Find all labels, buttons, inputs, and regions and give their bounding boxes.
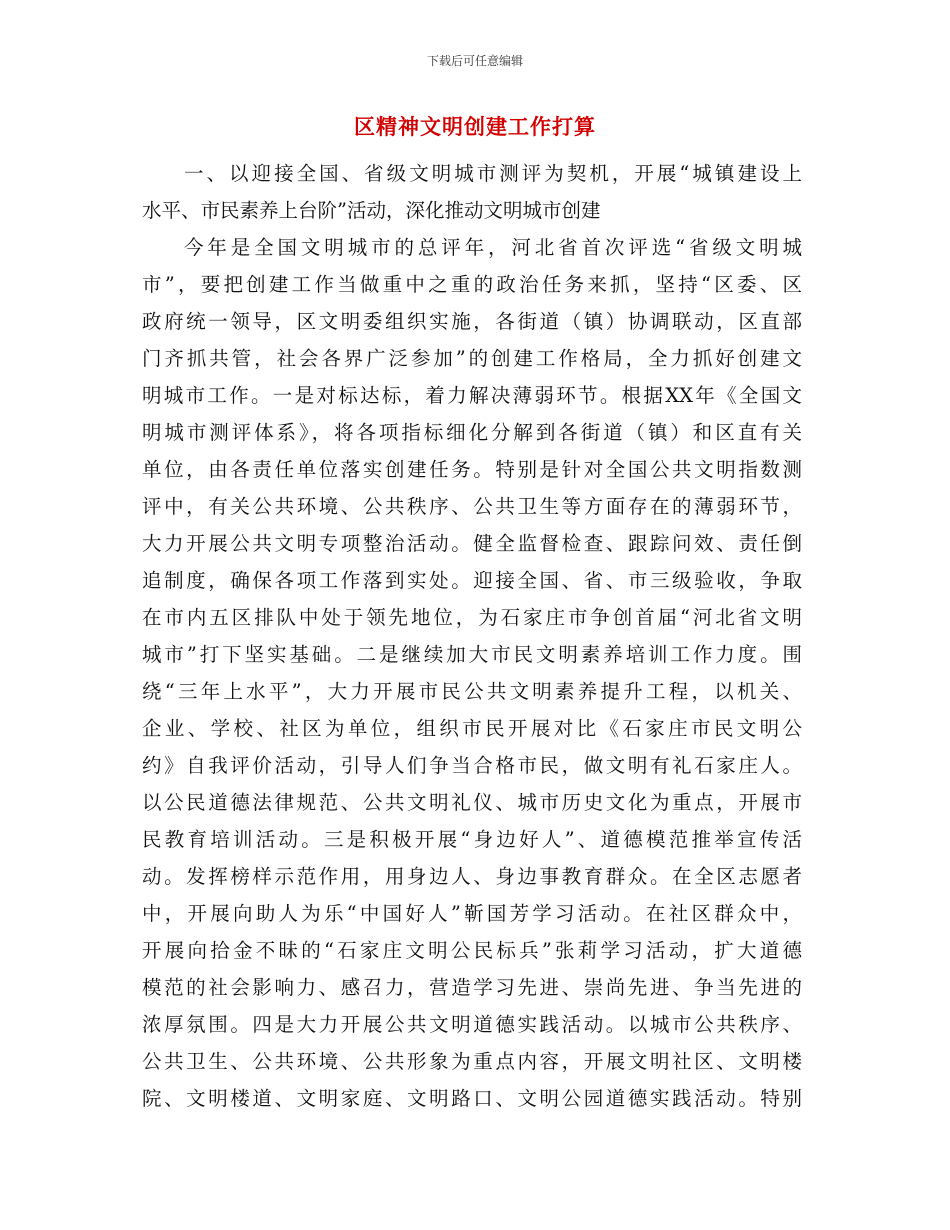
document-body bbox=[142, 155, 802, 1117]
body-text-line: 模范的社会影响力、感召力，营造学习先进、崇尚先进、争当先进的 bbox=[142, 976, 802, 999]
body-text-line: 浓厚氛围。四是大力开展公共文明道德实践活动。以城市公共秩序、 bbox=[142, 1013, 802, 1036]
body-text-line: 一、以迎接全国、省级文明城市测评为契机，开展“城镇建设上 bbox=[184, 162, 802, 185]
body-text-line: 绕“三年上水平”，大力开展市民公共文明素养提升工程，以机关、 bbox=[142, 680, 802, 703]
body-text-line: 以公民道德法律规范、公共文明礼仪、城市历史文化为重点，开展市 bbox=[142, 791, 802, 814]
body-text-line: 市”，要把创建工作当做重中之重的政治任务来抓，坚持“区委、区 bbox=[142, 273, 802, 296]
body-text-line: 政府统一领导，区文明委组织实施，各街道（镇）协调联动，区直部 bbox=[142, 310, 802, 333]
body-text-line: 今年是全国文明城市的总评年，河北省首次评选“省级文明城 bbox=[184, 236, 802, 259]
body-text-line: 明城市工作。一是对标达标，着力解决薄弱环节。根据XX年《全国文 bbox=[142, 384, 802, 407]
body-text-line: 追制度，确保各项工作落到实处。迎接全国、省、市三级验收，争取 bbox=[142, 569, 802, 592]
body-text-line: 单位，由各责任单位落实创建任务。特别是针对全国公共文明指数测 bbox=[142, 458, 802, 481]
body-text-line: 大力开展公共文明专项整治活动。健全监督检查、跟踪问效、责任倒 bbox=[142, 532, 802, 555]
body-text-line: 民教育培训活动。三是积极开展“身边好人”、道德模范推举宣传活 bbox=[142, 828, 802, 851]
body-text-line: 院、文明楼道、文明家庭、文明路口、文明公园道德实践活动。特别 bbox=[142, 1087, 802, 1110]
body-text-line: 动。发挥榜样示范作用，用身边人、身边事教育群众。在全区志愿者 bbox=[142, 865, 802, 888]
body-text-line: 明城市测评体系》，将各项指标细化分解到各街道（镇）和区直有关 bbox=[142, 421, 802, 444]
document-title: 区精神文明创建工作打算 bbox=[354, 114, 596, 139]
body-text-line: 开展向拾金不昧的“石家庄文明公民标兵”张莉学习活动，扩大道德 bbox=[142, 939, 802, 962]
body-text-line: 公共卫生、公共环境、公共形象为重点内容，开展文明社区、文明楼 bbox=[142, 1050, 802, 1073]
body-text-line: 门齐抓共管，社会各界广泛参加”的创建工作格局，全力抓好创建文 bbox=[142, 347, 802, 370]
body-text-line: 水平、市民素养上台阶”活动，深化推动文明城市创建 bbox=[142, 199, 601, 222]
body-text-line: 在市内五区排队中处于领先地位，为石家庄市争创首届“河北省文明 bbox=[142, 606, 802, 629]
page-header: 下载后可任意编辑 bbox=[426, 54, 523, 68]
body-text-line: 约》自我评价活动，引导人们争当合格市民，做文明有礼石家庄人。 bbox=[142, 754, 802, 777]
body-text-line: 评中，有关公共环境、公共秩序、公共卫生等方面存在的薄弱环节， bbox=[142, 495, 802, 518]
body-text-line: 中，开展向助人为乐“中国好人”靳国芳学习活动。在社区群众中， bbox=[142, 902, 802, 925]
body-text-line: 城市”打下坚实基础。二是继续加大市民文明素养培训工作力度。围 bbox=[142, 643, 802, 666]
body-text-line: 企业、学校、社区为单位，组织市民开展对比《石家庄市民文明公 bbox=[142, 717, 802, 740]
